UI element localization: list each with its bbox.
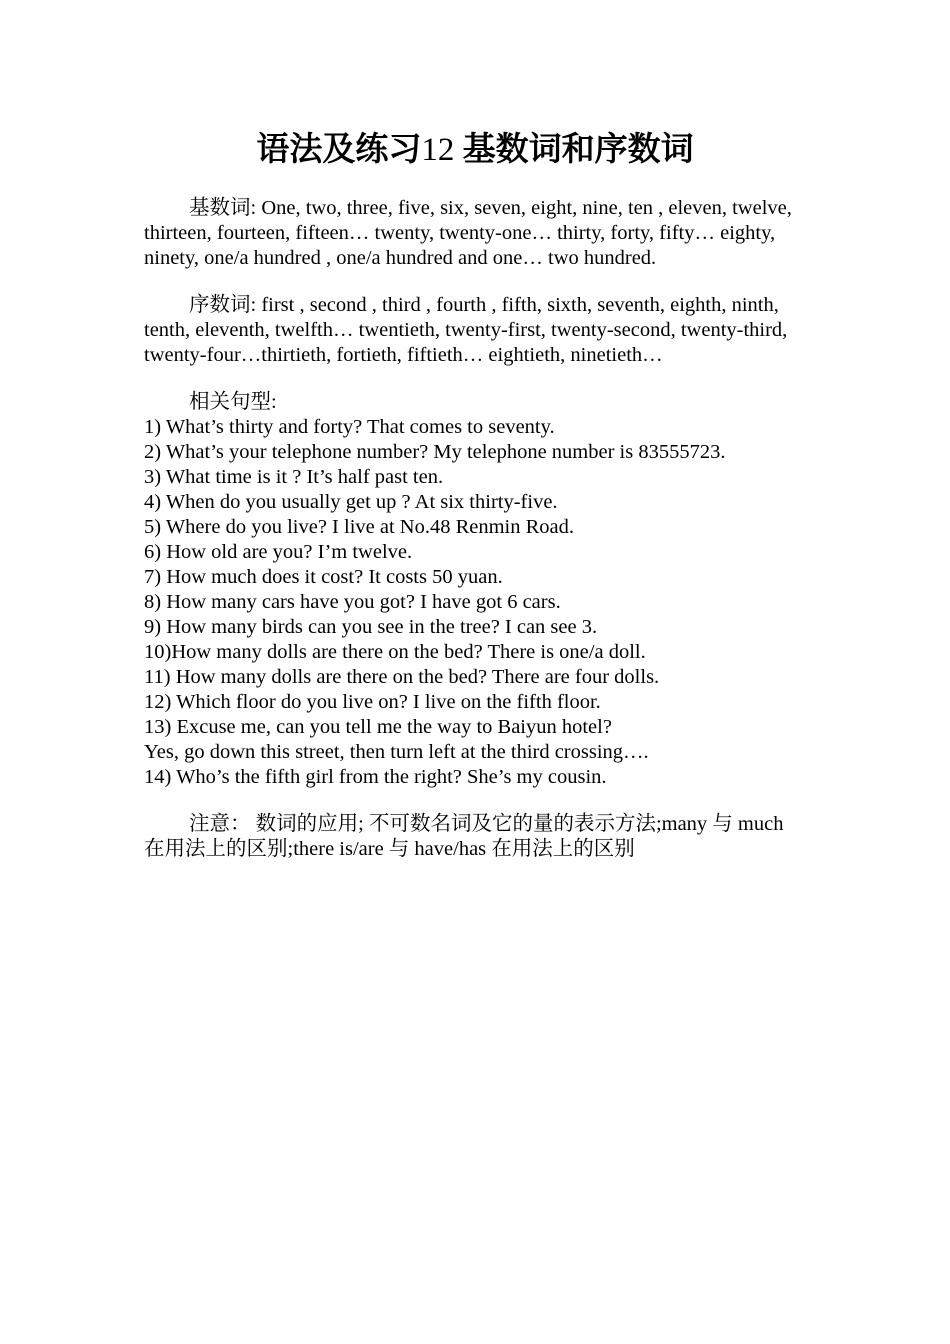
sentence-line: 10)How many dolls are there on the bed? There is one/a doll. (144, 641, 646, 663)
sentence-line: Yes, go down this street, then turn left at the third crossing…. (144, 741, 649, 763)
sentence-line: 13) Excuse me, can you tell me the way to Baiyun hotel? (144, 716, 612, 738)
note-label: 注意： (189, 813, 251, 835)
sentence-line: 4) When do you usually get up ? At six thirty-five. (144, 491, 558, 513)
cardinal-label: 基数词 (189, 197, 251, 219)
page-title (0, 128, 950, 172)
title-prefix: 语法及练习 (256, 132, 422, 168)
sentence-patterns-label: 相关句型 (189, 391, 271, 413)
sentence-line: 8) How many cars have you got? I have got 6 cars. (144, 591, 561, 613)
sentence-line: 11) How many dolls are there on the bed? There are four dolls. (144, 666, 660, 688)
sentence-line: 12) Which floor do you live on? I live on the fifth floor. (144, 691, 601, 713)
cardinal-text: : One, two, three, five, six, seven, eight, nine, ten , eleven, twelve, thirteen, fourteen, fifteen… twenty, twenty-one… thirty, forty, fifty… eighty, ninety, one/a hundred , one/a hundred and one… two hundred. (144, 197, 792, 269)
sentence-line: 1) What’s thirty and forty? That comes to seventy. (144, 416, 555, 438)
ordinal-text: : first , second , third , fourth , fifth, sixth, seventh, eighth, ninth, tenth, eleventh, twelfth… twentieth, twenty-first, twenty-second, twenty-third, twenty-four…thirtieth, fortieth, fiftieth… eightieth, ninetieth… (144, 294, 788, 366)
sentence-line: 2) What’s your telephone number? My telephone number is 83555723. (144, 441, 726, 463)
cardinal-numbers-paragraph (144, 196, 794, 271)
sentence-line: 3) What time is it ? It’s half past ten. (144, 466, 444, 488)
sentence-line: 6) How old are you? I’m twelve. (144, 541, 413, 563)
sentence-line: 14) Who’s the fifth girl from the right? She’s my cousin. (144, 766, 607, 788)
sentence-patterns-section (144, 390, 794, 790)
sentence-line: 9) How many birds can you see in the tree? I can see 3. (144, 616, 598, 638)
ordinal-label: 序数词 (189, 294, 251, 316)
sentence-line: 5) Where do you live? I live at No.48 Renmin Road. (144, 516, 575, 538)
sentence-line: 7) How much does it cost? It costs 50 yuan. (144, 566, 503, 588)
document-body (144, 196, 794, 884)
sentence-patterns-colon: : (271, 391, 277, 413)
ordinal-numbers-paragraph (144, 293, 794, 368)
note-text: 数词的应用; 不可数名词及它的量的表示方法;many 与 much 在用法上的区别;there is/are 与 have/has 在用法上的区别 (144, 813, 784, 860)
sentence-patterns-heading (144, 390, 794, 415)
note-paragraph (144, 812, 794, 862)
title-number: 12 (421, 132, 455, 168)
title-main: 基数词和序数词 (462, 132, 694, 168)
